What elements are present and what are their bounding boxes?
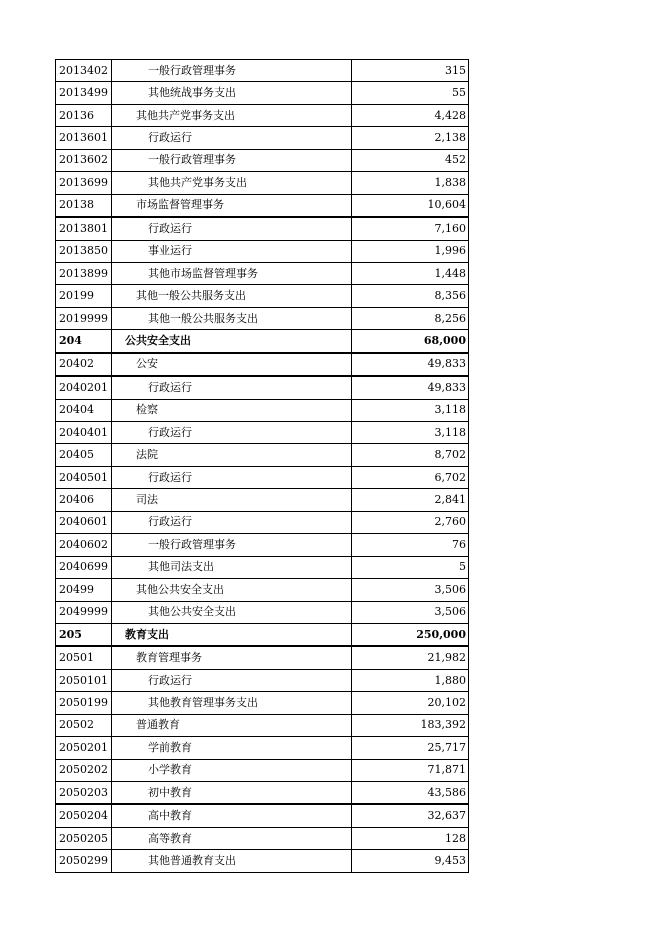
table-row — [56, 489, 469, 511]
table-row — [56, 669, 469, 691]
amount-cell: 8,356 — [352, 285, 469, 307]
amount-cell: 5 — [352, 556, 469, 578]
subject-code-cell: 20138 — [56, 194, 112, 217]
amount-cell: 49,833 — [352, 353, 469, 376]
subject-code-cell: 2050199 — [56, 692, 112, 714]
subject-code-cell: 2040201 — [56, 376, 112, 399]
subject-name: 高等教育 — [148, 831, 192, 845]
subject-code-cell: 2013499 — [56, 82, 112, 104]
amount-cell: 2,841 — [352, 489, 469, 511]
subject-name: 行政运行 — [148, 221, 192, 235]
subject-name-cell — [112, 692, 352, 714]
amount-cell: 1,838 — [352, 172, 469, 194]
subject-code-cell: 2013899 — [56, 262, 112, 284]
table-row — [56, 399, 469, 421]
subject-name: 初中教育 — [148, 785, 192, 799]
subject-code-cell: 2013801 — [56, 217, 112, 240]
subject-name-cell — [112, 737, 352, 759]
amount-cell: 1,448 — [352, 262, 469, 284]
table-row — [56, 692, 469, 714]
table-row — [56, 217, 469, 240]
amount-cell: 183,392 — [352, 714, 469, 736]
subject-name: 一般行政管理事务 — [148, 153, 236, 167]
table-row — [56, 601, 469, 623]
table-row — [56, 240, 469, 262]
amount-cell: 55 — [352, 82, 469, 104]
amount-cell: 68,000 — [352, 330, 469, 353]
subject-name-cell — [112, 466, 352, 488]
subject-name: 普通教育 — [136, 718, 180, 732]
subject-code-cell: 2050299 — [56, 850, 112, 872]
subject-code-cell: 20402 — [56, 353, 112, 376]
table-row — [56, 646, 469, 669]
subject-name-cell — [112, 444, 352, 466]
subject-name: 检察 — [136, 403, 158, 417]
subject-name: 其他共产党事务支出 — [136, 108, 235, 122]
table-row — [56, 172, 469, 194]
subject-code-cell: 20199 — [56, 285, 112, 307]
table-row — [56, 330, 469, 353]
table-row — [56, 579, 469, 601]
subject-name: 其他市场监督管理事务 — [148, 266, 258, 280]
subject-code-cell: 2050202 — [56, 759, 112, 781]
table-row — [56, 422, 469, 444]
subject-name: 高中教育 — [148, 809, 192, 823]
subject-code-cell: 2050205 — [56, 827, 112, 849]
subject-name-cell — [112, 104, 352, 126]
subject-name: 司法 — [136, 493, 158, 507]
subject-name-cell — [112, 511, 352, 533]
subject-name: 行政运行 — [148, 470, 192, 484]
table-row — [56, 60, 469, 82]
subject-name-cell — [112, 194, 352, 217]
amount-cell: 3,118 — [352, 399, 469, 421]
amount-cell: 21,982 — [352, 646, 469, 669]
subject-code-cell: 20502 — [56, 714, 112, 736]
amount-cell: 3,118 — [352, 422, 469, 444]
subject-name-cell — [112, 376, 352, 399]
subject-name-cell — [112, 172, 352, 194]
table-row — [56, 804, 469, 827]
subject-name: 其他公共安全支出 — [136, 582, 224, 596]
subject-code-cell: 20499 — [56, 579, 112, 601]
table-row — [56, 149, 469, 171]
amount-cell: 6,702 — [352, 466, 469, 488]
amount-cell: 8,702 — [352, 444, 469, 466]
amount-cell: 10,604 — [352, 194, 469, 217]
subject-name-cell — [112, 669, 352, 691]
amount-cell: 1,996 — [352, 240, 469, 262]
table-row — [56, 444, 469, 466]
subject-code-cell: 204 — [56, 330, 112, 353]
subject-name-cell — [112, 307, 352, 329]
amount-cell: 71,871 — [352, 759, 469, 781]
subject-name-cell — [112, 399, 352, 421]
subject-name-cell — [112, 285, 352, 307]
subject-name: 其他共产党事务支出 — [148, 175, 247, 189]
table-row — [56, 353, 469, 376]
subject-name-cell — [112, 556, 352, 578]
table-row — [56, 262, 469, 284]
table-row — [56, 104, 469, 126]
amount-cell: 250,000 — [352, 623, 469, 646]
subject-name: 其他一般公共服务支出 — [136, 289, 246, 303]
subject-code-cell: 20405 — [56, 444, 112, 466]
subject-name: 行政运行 — [148, 673, 192, 687]
subject-name: 法院 — [136, 448, 158, 462]
subject-code-cell: 2019999 — [56, 307, 112, 329]
subject-name-cell — [112, 330, 352, 353]
subject-name: 其他教育管理事务支出 — [148, 695, 258, 709]
subject-name-cell — [112, 353, 352, 376]
subject-name: 其他司法支出 — [148, 560, 214, 574]
subject-name: 公共安全支出 — [125, 333, 191, 347]
amount-cell: 8,256 — [352, 307, 469, 329]
subject-name-cell — [112, 262, 352, 284]
table-row — [56, 511, 469, 533]
subject-name-cell — [112, 82, 352, 104]
table-row — [56, 623, 469, 646]
table-row — [56, 307, 469, 329]
subject-code-cell: 2013699 — [56, 172, 112, 194]
subject-code-cell: 20501 — [56, 646, 112, 669]
amount-cell: 7,160 — [352, 217, 469, 240]
table-row — [56, 850, 469, 872]
subject-code-cell: 2050101 — [56, 669, 112, 691]
subject-name: 一般行政管理事务 — [148, 537, 236, 551]
amount-cell: 43,586 — [352, 782, 469, 805]
subject-name: 其他普通教育支出 — [148, 854, 236, 868]
amount-cell: 1,880 — [352, 669, 469, 691]
table-row — [56, 127, 469, 149]
subject-name: 其他一般公共服务支出 — [148, 311, 258, 325]
subject-code-cell: 2050203 — [56, 782, 112, 805]
subject-name: 其他公共安全支出 — [148, 605, 236, 619]
subject-code-cell: 20404 — [56, 399, 112, 421]
subject-code-cell: 2040699 — [56, 556, 112, 578]
table-row — [56, 376, 469, 399]
amount-cell: 128 — [352, 827, 469, 849]
subject-code-cell: 2013602 — [56, 149, 112, 171]
amount-cell: 49,833 — [352, 376, 469, 399]
subject-name-cell — [112, 601, 352, 623]
subject-name-cell — [112, 623, 352, 646]
subject-name-cell — [112, 579, 352, 601]
amount-cell: 315 — [352, 60, 469, 82]
amount-cell: 2,760 — [352, 511, 469, 533]
subject-name-cell — [112, 422, 352, 444]
table-body — [56, 60, 469, 873]
subject-name-cell — [112, 804, 352, 827]
amount-cell: 9,453 — [352, 850, 469, 872]
subject-name: 行政运行 — [148, 515, 192, 529]
subject-name-cell — [112, 489, 352, 511]
subject-code-cell: 2040501 — [56, 466, 112, 488]
table-row — [56, 466, 469, 488]
table-row — [56, 714, 469, 736]
subject-code-cell: 2040601 — [56, 511, 112, 533]
amount-cell: 452 — [352, 149, 469, 171]
subject-name-cell — [112, 714, 352, 736]
subject-code-cell: 2050201 — [56, 737, 112, 759]
subject-code-cell: 2049999 — [56, 601, 112, 623]
subject-name-cell — [112, 240, 352, 262]
subject-code-cell: 2013601 — [56, 127, 112, 149]
subject-name: 公安 — [136, 357, 158, 371]
subject-name-cell — [112, 149, 352, 171]
subject-name-cell — [112, 646, 352, 669]
amount-cell: 3,506 — [352, 601, 469, 623]
table-row — [56, 194, 469, 217]
table-row — [56, 759, 469, 781]
subject-code-cell: 2013850 — [56, 240, 112, 262]
amount-cell: 20,102 — [352, 692, 469, 714]
subject-code-cell: 2040401 — [56, 422, 112, 444]
subject-name: 市场监督管理事务 — [136, 198, 224, 212]
subject-code-cell: 2040602 — [56, 534, 112, 556]
subject-name-cell — [112, 127, 352, 149]
table-row — [56, 285, 469, 307]
subject-name-cell — [112, 217, 352, 240]
table-row — [56, 556, 469, 578]
subject-name: 教育支出 — [125, 627, 169, 641]
subject-name-cell — [112, 782, 352, 805]
amount-cell: 32,637 — [352, 804, 469, 827]
table-row — [56, 737, 469, 759]
table-row — [56, 82, 469, 104]
subject-code-cell: 2050204 — [56, 804, 112, 827]
subject-name: 行政运行 — [148, 380, 192, 394]
subject-name: 一般行政管理事务 — [148, 63, 236, 77]
subject-name: 小学教育 — [148, 763, 192, 777]
table-row — [56, 534, 469, 556]
subject-name-cell — [112, 850, 352, 872]
subject-name: 事业运行 — [148, 244, 192, 258]
table-row — [56, 782, 469, 805]
subject-code-cell: 205 — [56, 623, 112, 646]
subject-name: 其他统战事务支出 — [148, 86, 236, 100]
amount-cell: 4,428 — [352, 104, 469, 126]
subject-name-cell — [112, 759, 352, 781]
subject-name: 学前教育 — [148, 740, 192, 754]
budget-expenditure-table — [55, 59, 469, 873]
amount-cell: 25,717 — [352, 737, 469, 759]
subject-code-cell: 20136 — [56, 104, 112, 126]
subject-name-cell — [112, 827, 352, 849]
amount-cell: 2,138 — [352, 127, 469, 149]
table-row — [56, 827, 469, 849]
subject-code-cell: 2013402 — [56, 60, 112, 82]
subject-name: 行政运行 — [148, 131, 192, 145]
subject-code-cell: 20406 — [56, 489, 112, 511]
amount-cell: 76 — [352, 534, 469, 556]
amount-cell: 3,506 — [352, 579, 469, 601]
subject-name-cell — [112, 534, 352, 556]
subject-name: 行政运行 — [148, 425, 192, 439]
subject-name-cell — [112, 60, 352, 82]
subject-name: 教育管理事务 — [136, 651, 202, 665]
